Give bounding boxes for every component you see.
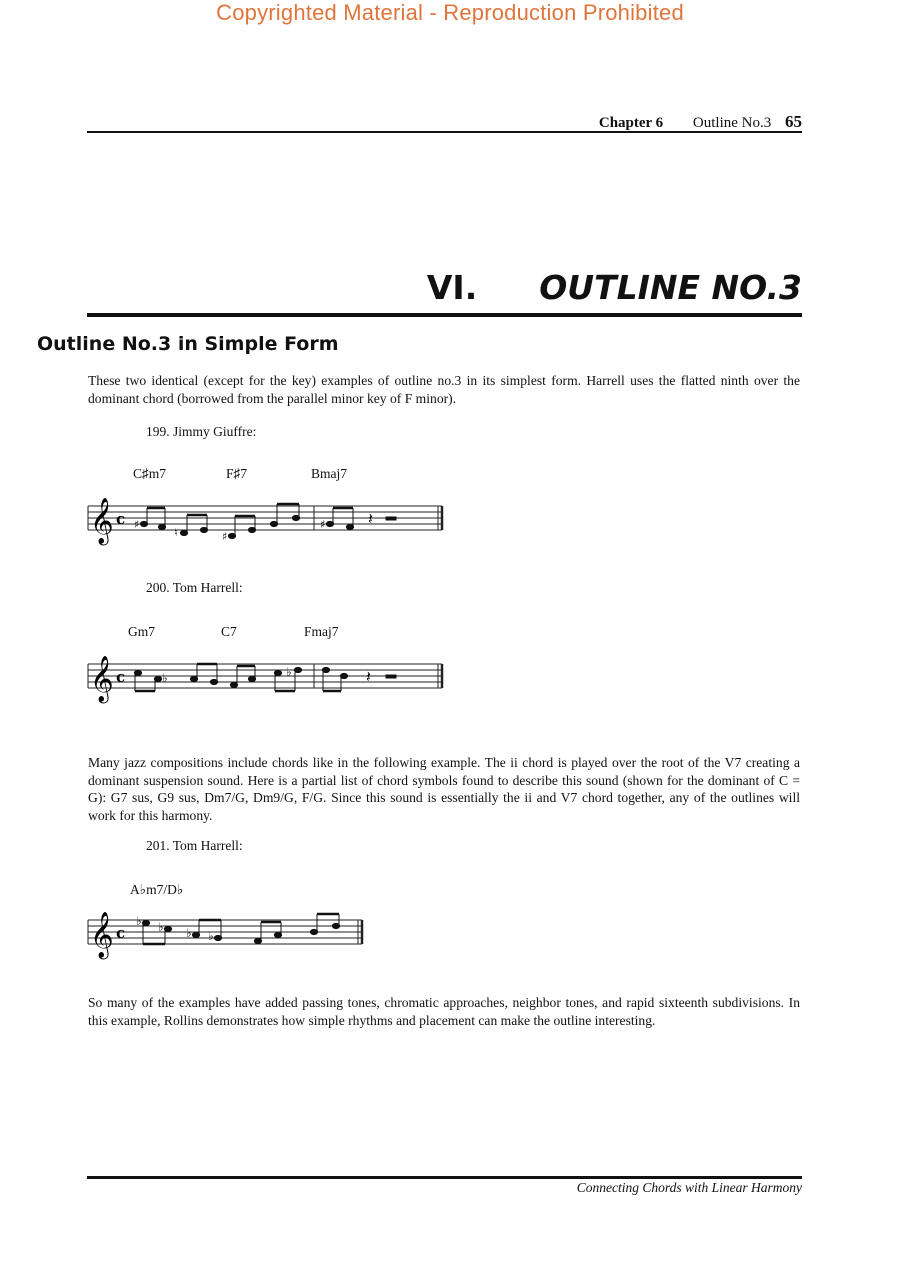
svg-text:♭: ♭ (162, 671, 168, 685)
page-number: 65 (785, 112, 802, 131)
svg-text:♭: ♭ (208, 929, 214, 943)
chapter-title-rule (87, 313, 802, 317)
chapter-name: OUTLINE NO.3 (539, 268, 802, 307)
book-title-footer: Connecting Chords with Linear Harmony (576, 1180, 802, 1195)
music-staff (86, 654, 446, 706)
chord-symbol: A♭m7/D♭ (130, 882, 184, 897)
music-staff (86, 496, 446, 548)
example-201-label: 201. Tom Harrell: (146, 838, 243, 853)
footer-rule (87, 1176, 802, 1179)
chord-symbol: Gm7 (128, 624, 155, 639)
music-staff (86, 910, 366, 962)
svg-text:♭: ♭ (286, 665, 292, 679)
chord-symbol: F♯7 (226, 466, 248, 481)
svg-text:♯: ♯ (320, 518, 326, 531)
svg-text:♮: ♮ (174, 526, 178, 539)
svg-text:♭: ♭ (136, 914, 142, 928)
quarter-rest-icon: 𝄽 (366, 667, 371, 686)
svg-text:♭: ♭ (158, 920, 164, 934)
example-199-label: 199. Jimmy Giuffre: (146, 424, 257, 439)
running-head-section: Outline No.3 (692, 115, 772, 131)
closing-paragraph: So many of the examples have added passing tones, chromatic approaches, neighbor tones, and rapid sixteenth subdivisions. In this example, Rollins demonstrates how simple rhythms and placement can make the outline interesting. (88, 995, 800, 1028)
chapter-title (427, 268, 802, 307)
svg-text:♭: ♭ (186, 926, 192, 940)
chapter-numeral: VI. (426, 268, 478, 307)
dominant-suspension-paragraph: Many jazz compositions include chords like in the following example. The ii chord is played over the root of the V7 creating a dominant suspension sound. Here is a partial list of chord symbols found to describe this sound (shown for the dominant of C = G): G7 sus, G9 sus, Dm7/G, Dm9/G, F/G. Since this sound is essentially the ii and V7 chord together, any of the outlines will work for this harmony. (88, 755, 800, 823)
example-200-label: 200. Tom Harrell: (146, 580, 243, 595)
treble-clef-icon: 𝄞 (90, 656, 114, 702)
treble-clef-icon: 𝄞 (90, 498, 114, 544)
copyright-watermark: Copyrighted Material - Reproduction Prohibited (216, 0, 684, 25)
intro-paragraph: These two identical (except for the key) examples of outline no.3 in its simplest form. Harrell uses the flatted ninth over the dominant chord (borrowed from the parallel minor key of F minor). (88, 373, 800, 406)
svg-text:c: c (116, 668, 126, 686)
chord-symbol: Bmaj7 (311, 466, 347, 481)
svg-text:c: c (116, 924, 126, 942)
svg-text:c: c (116, 510, 126, 528)
treble-clef-icon: 𝄞 (90, 912, 114, 958)
header-rule (87, 131, 802, 133)
chord-symbol: Fmaj7 (304, 624, 339, 639)
svg-text:♯: ♯ (134, 518, 140, 531)
quarter-rest-icon: 𝄽 (368, 509, 373, 528)
section-heading: Outline No.3 in Simple Form (37, 333, 339, 355)
running-head-chapter: Chapter 6 (598, 115, 664, 131)
chord-symbol: C♯m7 (133, 466, 167, 481)
svg-text:♯: ♯ (222, 530, 228, 543)
running-head (599, 112, 802, 132)
chord-symbol: C7 (221, 624, 237, 639)
